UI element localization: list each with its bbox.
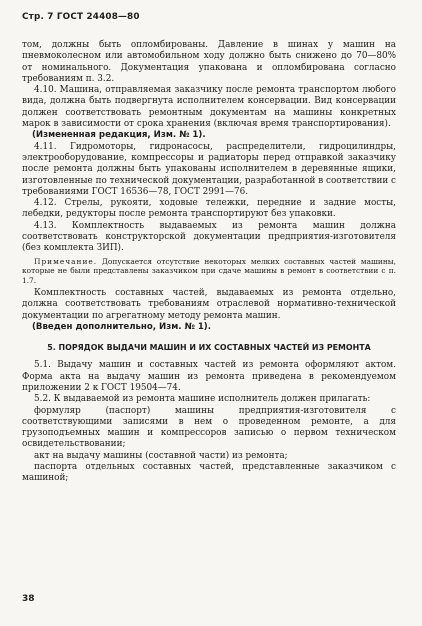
list-item-passports: паспорта отдельных составных частей, представленные заказчиком с машиной; bbox=[22, 462, 396, 484]
paragraph-4-11: 4.11. Гидромоторы, гидронасосы, распределители, гидроцилиндры, электрооборудование, компрессоры и радиаторы перед отправкой заказчику после ремонта должны быть упакованы исполнителем в деревянные ящики, изготовленные по технической документации, разработанной в соответствии с требованиями ГОСТ 16536—78, ГОСТ 2991—76. bbox=[22, 141, 396, 197]
note-label: Примечание. bbox=[34, 256, 98, 266]
section-5-title: 5. ПОРЯДОК ВЫДАЧИ МАШИН И ИХ СОСТАВНЫХ ЧАСТЕЙ ИЗ РЕМОНТА bbox=[47, 343, 371, 353]
page-header: Стр. 7 ГОСТ 24408—80 bbox=[22, 12, 140, 22]
list-item-formular: формуляр (паспорт) машины предприятия-изготовителя с соответствующими записями в нем о проведенном ремонте, а для грузоподъемных машин и компрессоров записью о первом техническом освидетельствовании; bbox=[22, 405, 396, 450]
note bbox=[22, 257, 396, 286]
note-text: Допускается отсутствие некоторых мелких составных частей машины, которые не были представлены заказчиком при сдаче машины в ремонт в соответствии с п. 1.7. bbox=[22, 256, 396, 285]
paragraph-4-13: 4.13. Комплектность выдаваемых из ремонта машин должна соответствовать конструкторской документации предприятия-изготовителя (без комплекта ЗИП). bbox=[22, 220, 396, 254]
paragraph-components: Комплектность составных частей, выдаваемых из ремонта отдельно, должна соответствовать требованиям отраслевой нормативно-технической документации по агрегатному методу ремонта машин. bbox=[22, 288, 396, 321]
paragraph-4-10: 4.10. Машина, отправляемая заказчику после ремонта транспортом любого вида, должна быть подвергнута исполнителем консервации. Вид консервации должен соответствовать ремонтным документам на машины конкретных марок в зависимости от срока хранения (включая время транспортирования). bbox=[22, 85, 396, 130]
paragraph-5-1: 5.1. Выдачу машин и составных частей из ремонта оформляют актом. Форма акта на выдачу машин из ремонта приведена в рекомендуемом приложении 2 к ГОСТ 19504—74. bbox=[22, 360, 396, 393]
amendment-note: (Измененная редакция, Изм. № 1). bbox=[32, 130, 206, 141]
addition-note: (Введен дополнительно, Изм. № 1). bbox=[32, 322, 211, 333]
list-item-act: акт на выдачу машины (составной части) из ремонта; bbox=[34, 450, 288, 461]
page-number: 38 bbox=[22, 594, 35, 604]
paragraph-4-12: 4.12. Стрелы, рукояти, ходовые тележки, передние и задние мосты, лебедки, редукторы после ремонта транспортируют без упаковки. bbox=[22, 198, 396, 220]
paragraph-5-2: 5.2. К выдаваемой из ремонта машине исполнитель должен прилагать: bbox=[34, 394, 371, 405]
paragraph-continuation: том, должны быть опломбированы. Давление в шинах у машин на пневмоколесном или автомобильном ходу должно быть снижено до 70—80% от номинального. Документация упакована и опломбирована согласно требованиям п. 3.2. bbox=[22, 40, 396, 84]
document-page bbox=[22, 12, 396, 485]
